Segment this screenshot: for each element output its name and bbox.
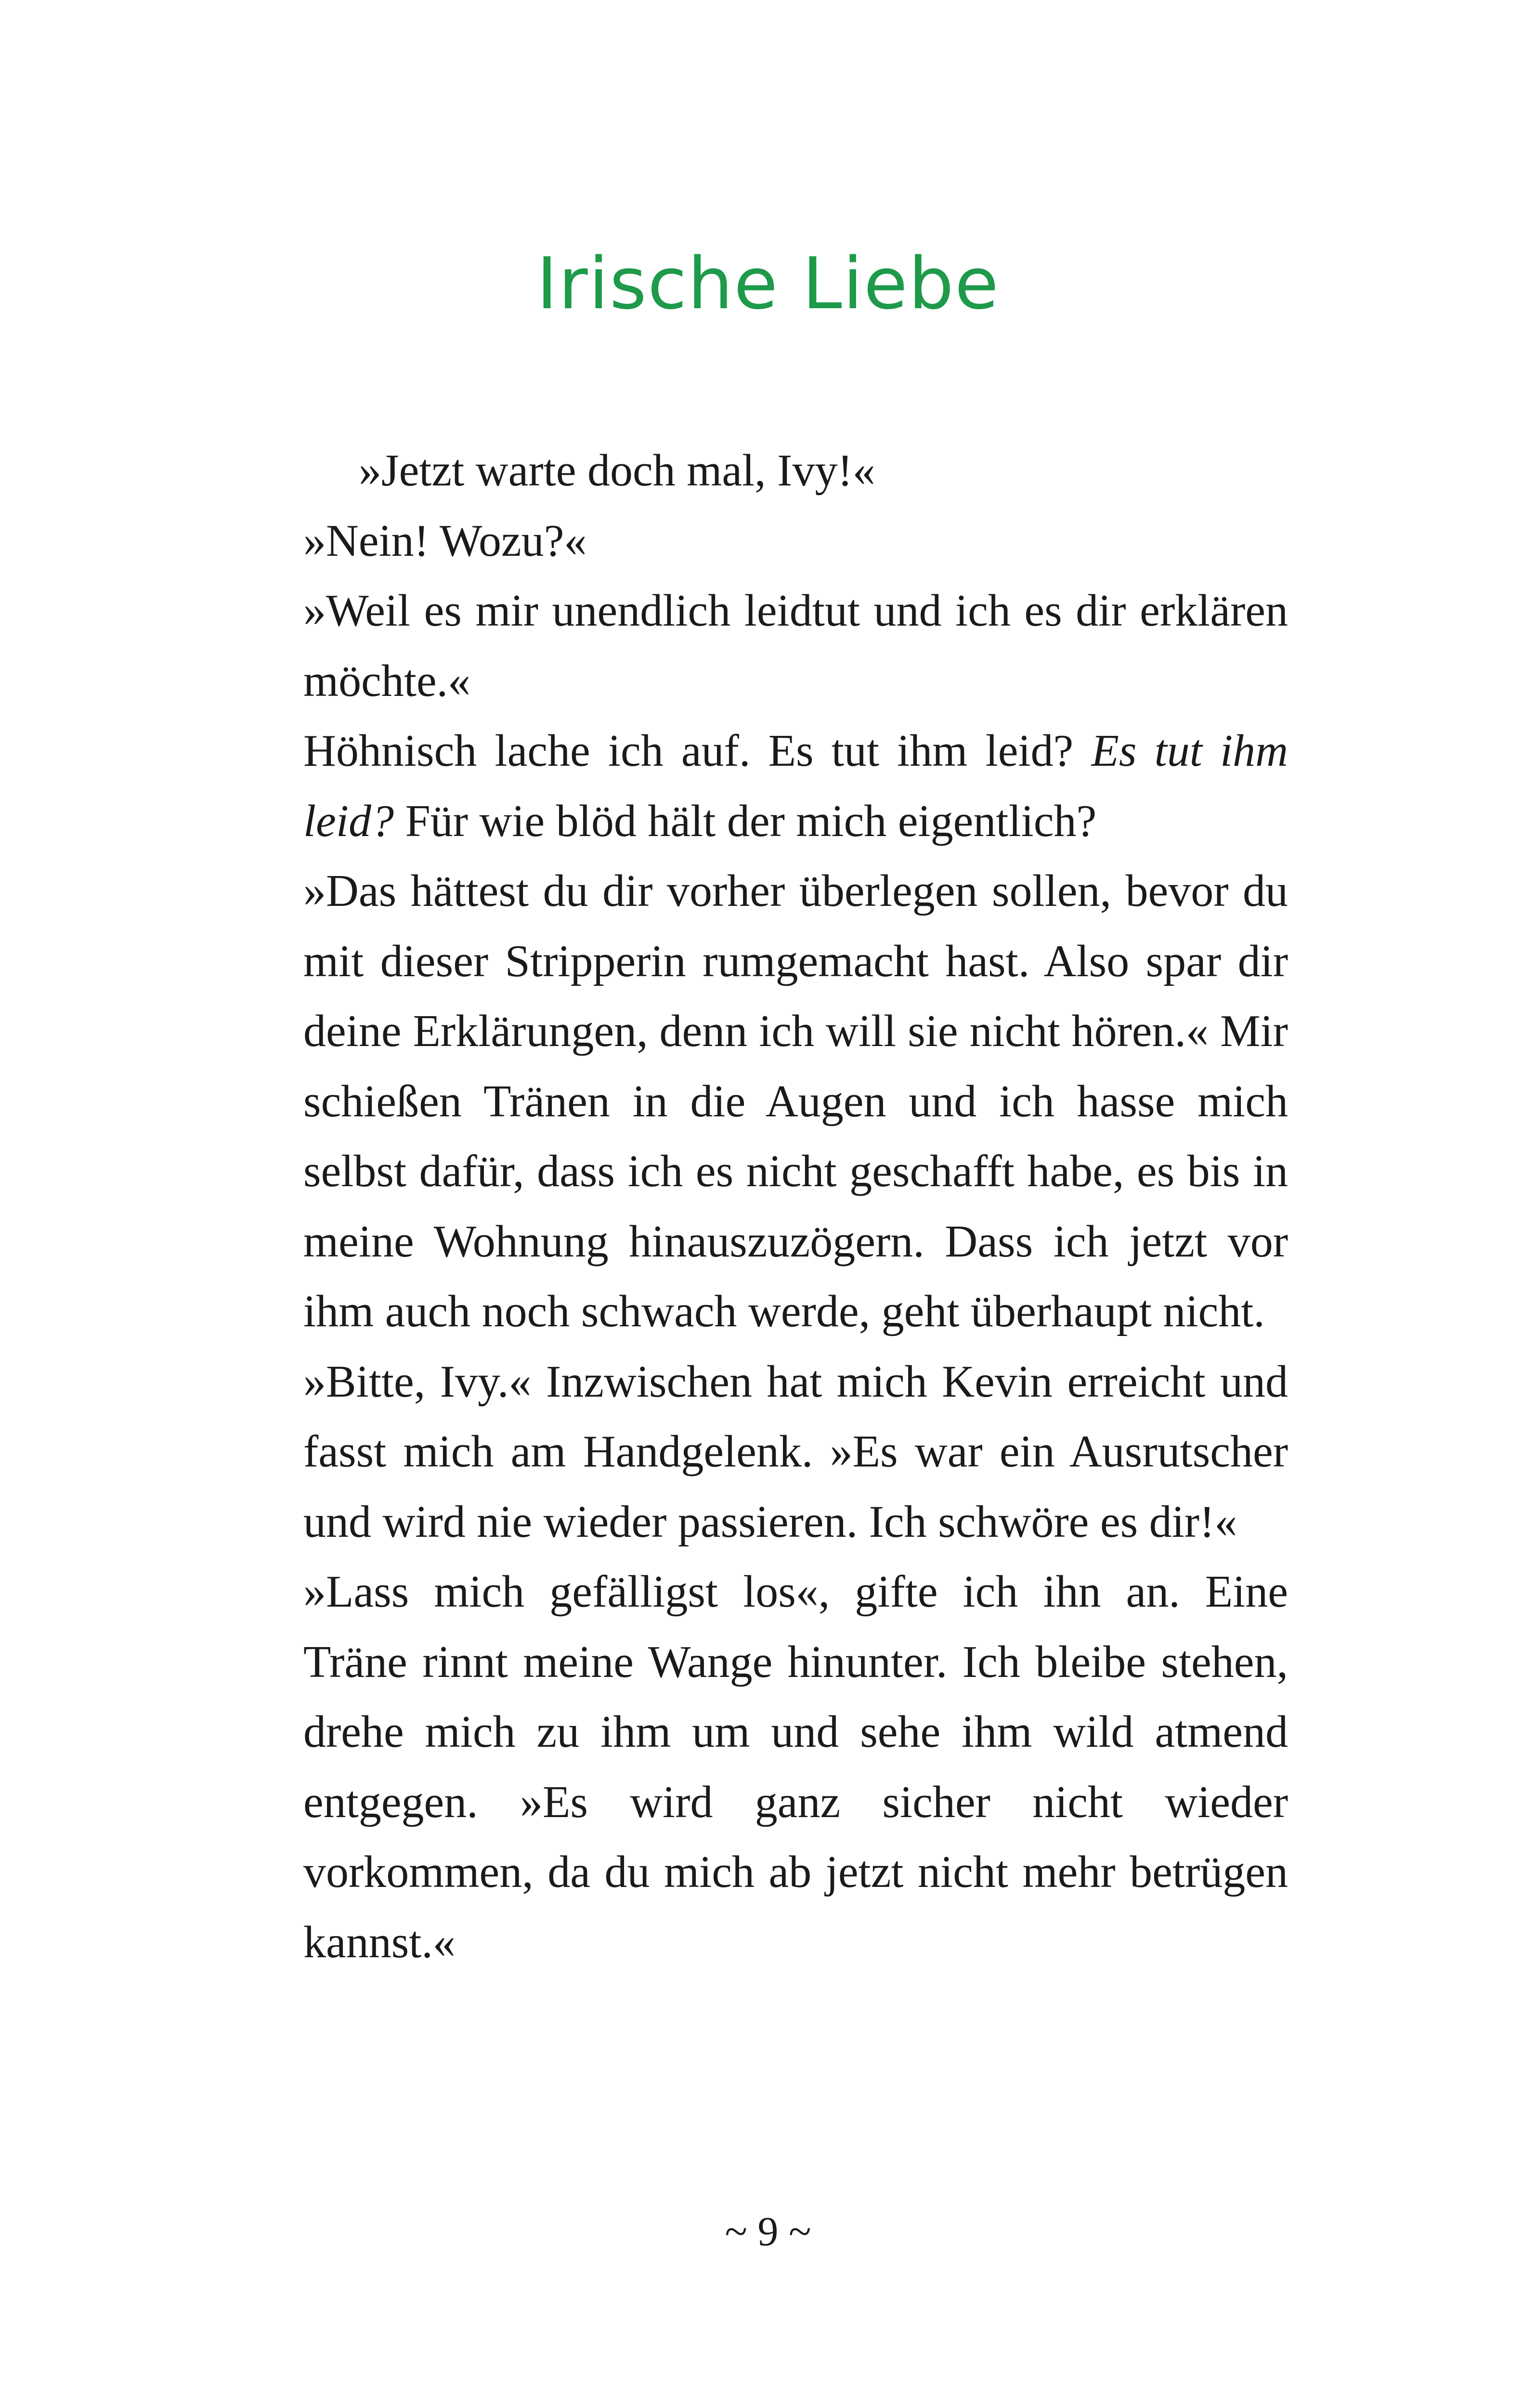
paragraph — [303, 506, 1288, 576]
text-run: »Nein! Wozu?« — [303, 515, 587, 566]
paragraph — [303, 436, 1288, 506]
italic-text-run: Es tut ihm leid? — [303, 726, 1289, 846]
text-run: »Das hättest du dir vorher überlegen sollen, bevor du mit dieser Stripperin rumgemacht hast. Also spar dir deine Erklärungen, denn ich will sie nicht hören.« Mir schießen Tränen in die Augen und ich hasse mich selbst dafür, dass ich es nicht geschafft habe, es bis in meine Wohnung hinauszuzögern. Dass ich jetzt vor ihm auch noch schwach werde, geht überhaupt nicht. — [303, 866, 1288, 1336]
paragraph — [303, 576, 1288, 716]
text-run: »Lass mich gefälligst los«, gifte ich ihn an. Eine Träne rinnt meine Wange hinunter. Ich bleibe stehen, drehe mich zu ihm um und sehe ihm wild atmend entgegen. »Es wird ganz sicher nicht wieder vorkommen, da du mich ab jetzt nicht mehr betrügen kannst.« — [303, 1567, 1288, 1967]
paragraph — [303, 716, 1288, 856]
paragraph — [303, 1557, 1288, 1977]
text-run: Für wie blöd hält der mich eigentlich? — [393, 796, 1097, 846]
text-run: »Weil es mir unendlich leidtut und ich es dir erklären möchte.« — [303, 586, 1288, 706]
chapter-title: Irische Liebe — [536, 242, 1000, 325]
body-text — [303, 436, 1288, 1977]
text-run: »Jetzt warte doch mal, Ivy!« — [359, 445, 875, 496]
text-run: »Bitte, Ivy.« Inzwischen hat mich Kevin erreicht und fasst mich am Handgelenk. »Es war ein Ausrutscher und wird nie wieder passieren. Ich schwöre es dir!« — [303, 1356, 1288, 1547]
paragraph — [303, 856, 1288, 1347]
text-run: Höhnisch lache ich auf. Es tut ihm leid? — [303, 726, 1092, 776]
page-number: ~ 9 ~ — [725, 2208, 811, 2254]
paragraph — [303, 1347, 1288, 1557]
